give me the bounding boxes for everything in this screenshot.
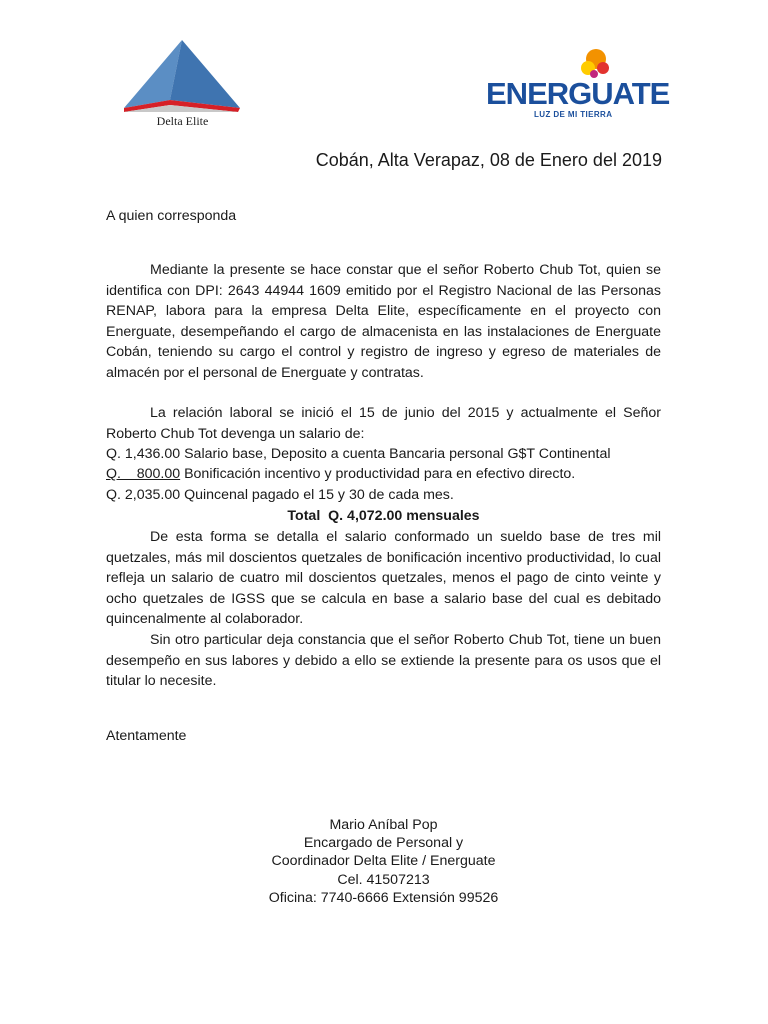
paragraph-employment: Mediante la presente se hace constar que el señor Roberto Chub Tot, quien se identifica con DPI: 2643 44944 1609 emitido por el Registro Nacional de las Personas RENAP, labora para la empresa Delta Elite, específicamente en el proyecto con Energuate, desempeñando el cargo de almacenista en las instalaciones de Energuate Cobán, teniendo su cargo el control y registro de ingreso y egreso de materiales de almacén por el personal de Energuate y contratas. <box>106 262 661 381</box>
salary-bonus-amount: Q. 800.00 <box>106 466 181 482</box>
signature-role-line1: Encargado de Personal y <box>303 835 464 852</box>
salary-bonus-text: Bonificación incentivo y productividad para en efectivo directo. <box>180 466 576 482</box>
closing-word: Atentamente <box>106 728 187 744</box>
paragraph-salary-intro: La relación laboral se inició el 15 de junio del 2015 y actualmente el Señor Roberto Chub Tot devenga un salario de: <box>106 405 661 442</box>
salary-line-bonus <box>106 464 575 485</box>
energuate-logo <box>484 44 670 120</box>
salary-total: Total Q. 4,072.00 mensuales <box>287 508 480 524</box>
svg-text:ENERGUATE <box>486 76 670 111</box>
salutation: A quien corresponda <box>106 208 237 224</box>
salary-line-base: Q. 1,436.00 Salario base, Deposito a cuenta Bancaria personal G$T Continental <box>106 446 611 462</box>
energuate-sun-red <box>597 62 609 74</box>
energuate-wordmark-b: ATE <box>612 76 670 111</box>
paragraph-closing-statement: Sin otro particular deja constancia que el señor Roberto Chub Tot, tiene un buen desempeño en sus labores y debido a ello se extiende la presente para os usos que el titular lo necesite. <box>106 632 661 690</box>
delta-elite-caption: Delta Elite <box>156 114 209 128</box>
signature-office: Oficina: 7740-6666 Extensión 99526 <box>268 889 499 906</box>
paragraph-salary-detail: De esta forma se detalla el salario conformado un sueldo base de tres mil quetzales, más mil doscientos quetzales de bonificación incentivo productividad, lo cual refleja un salario de cuatro mil doscientos quetzales, menos el pago de cinto veinte y ocho quetzales de IGSS que se calcula en base a salario base del cual es debitado quincenalmente al colaborador. <box>106 529 661 628</box>
delta-logo-dark-face <box>170 40 240 108</box>
salary-line-biweekly: Q. 2,035.00 Quincenal pagado el 15 y 30 de cada mes. <box>106 487 454 503</box>
date-line: Cobán, Alta Verapaz, 08 de Enero del 2019 <box>315 150 662 170</box>
signature-block <box>106 816 661 907</box>
signature-role-line2: Coordinador Delta Elite / Energuate <box>271 853 496 870</box>
energuate-wordmark-a: ENERGU <box>486 76 613 111</box>
signature-cell: Cel. 41507213 <box>337 871 430 888</box>
signature-name: Mario Aníbal Pop <box>329 817 438 833</box>
energuate-tagline: LUZ DE MI TIERRA <box>534 110 613 119</box>
